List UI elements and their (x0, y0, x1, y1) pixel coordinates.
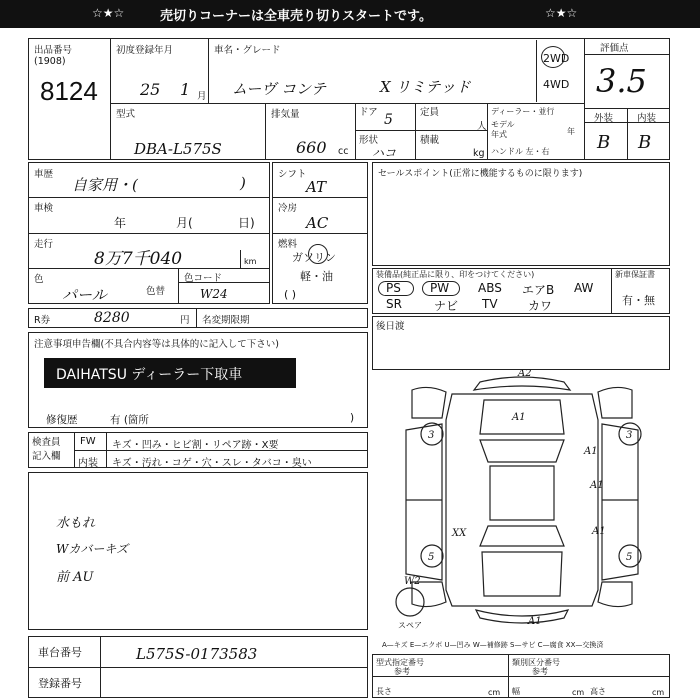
shape-value: ハコ (372, 146, 397, 160)
footer-height-unit: cm (652, 688, 665, 697)
inspector-label: 検査員 記入欄 (32, 437, 61, 462)
registration-year: 25 (140, 80, 161, 99)
later-delivery-block (372, 316, 670, 370)
footer-length: 長さ (376, 687, 392, 696)
mark-3: 3 (428, 430, 435, 441)
notes-label: 注意事項申告欄(不具合内容等は具体的に記入して下さい) (34, 339, 279, 350)
notes-banner-text: DAIHATSU ディーラー下取車 (56, 367, 243, 383)
rating-int-label: 内装 (637, 113, 657, 124)
recycle-block (28, 308, 368, 328)
displacement-value: 660 (296, 138, 327, 157)
fuel-label: 燃料 (278, 239, 298, 250)
spare-label: スペア (398, 621, 422, 630)
diagram-rear-hatch (482, 552, 562, 596)
model-year-label: モデル 年式 (491, 120, 515, 139)
repair-close: ) (350, 412, 355, 424)
drive-circle (541, 46, 565, 68)
color-change-label: 色替 (146, 286, 166, 297)
color-label: 色 (34, 274, 44, 285)
mark-11: W2 (404, 576, 421, 587)
footer-label2: 類別区分番号 (512, 658, 560, 667)
notes-banner (44, 358, 296, 388)
rating-label: 評価点 (600, 43, 629, 54)
capacity-unit: 人 (477, 121, 487, 132)
repair-label: 修復歴 (46, 414, 78, 426)
model-label: 車名・グレード (214, 45, 281, 56)
diagram-rear-window (480, 526, 564, 546)
footer-width: 幅 (512, 687, 520, 696)
history-label: 車歴 (34, 169, 54, 180)
load-label: 積載 (420, 135, 440, 146)
capacity-label: 定員 (420, 107, 440, 118)
handle-label: ハンドル 左・右 (491, 147, 550, 156)
recycle-label: R券 (34, 315, 51, 326)
handnote-1: 水もれ (56, 516, 96, 531)
later-delivery-label: 後日渡 (376, 321, 405, 332)
registration-label: 初度登録年月 (116, 45, 174, 56)
inspection-year: 年 (114, 216, 127, 230)
mileage-value: 8万7千040 (94, 249, 183, 269)
mark-4: 3 (626, 430, 633, 441)
displacement-unit: cc (338, 146, 349, 157)
banner-text: 売切りコーナーは全車売り切りスタートです。 (160, 9, 432, 24)
rating-ext: B (597, 132, 611, 153)
banner-stars-right: ☆★☆ (545, 6, 578, 20)
drive-2wd: 2WD (543, 52, 570, 65)
mark-8: A1 (592, 526, 606, 537)
rating-ext-label: 外装 (594, 113, 614, 124)
rating-score: 3.5 (596, 62, 647, 100)
banner-stars-left: ☆★☆ (92, 6, 125, 20)
inspection-month: 月( (176, 216, 193, 230)
footer-ref1: 参考 (394, 667, 410, 676)
diagram-windshield (480, 440, 564, 462)
ac-value: AC (306, 214, 329, 232)
load-unit: kg (473, 148, 485, 159)
damage-legend: A—キズ E—エクボ U—凹み W—補修跡 S—サビ C—腐食 XX—交換済 (382, 641, 604, 649)
footer-width-unit: cm (572, 688, 585, 697)
inspection-label: 車検 (34, 203, 54, 214)
color-code-value: W24 (200, 287, 228, 301)
inspection-day: 日) (238, 216, 255, 230)
inspector-fw-label: FW (80, 436, 96, 447)
mileage-unit: km (244, 257, 257, 266)
doors-value: 5 (384, 112, 393, 128)
chassis-value: L575S-0173583 (136, 645, 258, 663)
mark-2: A1 (512, 412, 526, 423)
dealer-label: ディーラー・並行 (491, 107, 555, 116)
model-name: ムーヴ コンテ (232, 80, 327, 98)
equipment-sr: SR (386, 297, 402, 311)
top-info-block (28, 38, 670, 160)
diagram-right-side (602, 424, 638, 580)
equipment-tv: TV (482, 297, 498, 311)
mileage-label: 走行 (34, 239, 54, 250)
diagram-rear-bumper (476, 610, 568, 623)
drive-4wd: 4WD (543, 78, 570, 91)
rating-int: B (638, 132, 652, 153)
inspector-int-label: 内装 (78, 458, 98, 469)
mark-7: XX (452, 528, 467, 539)
inspector-fw-items: キズ・凹み・ヒビ割・リペア跡・X要 (112, 440, 279, 451)
equipment-pw: PW (430, 281, 450, 295)
type-code-label: 型式 (116, 109, 136, 120)
equipment-abs: ABS (478, 281, 502, 295)
diagram-left-side (406, 424, 442, 580)
color-value: パール (62, 286, 107, 304)
shift-label: シフト (278, 169, 307, 180)
sales-point-label: セールスポイント(正常に機能するものに限ります) (378, 169, 583, 179)
mark-12: A1 (528, 616, 542, 627)
equipment-navi: ナビ (434, 299, 459, 313)
repair-value: 有 (箇所 (110, 414, 149, 426)
equipment-grid (376, 280, 608, 312)
spare-tire-circle (396, 588, 424, 616)
shape-label: 形状 (359, 135, 379, 146)
recycle-label2: 名変期限期 (202, 315, 250, 326)
car-damage-diagram (372, 370, 670, 632)
type-code-value: DBA-L575S (134, 140, 222, 158)
equipment-label: 装備品(純正品に限り、印をつけてください) (376, 270, 535, 279)
handnote-2: Wカバーキズ (56, 542, 129, 556)
footer-ref2: 参考 (532, 667, 548, 676)
mark-10: 5 (626, 552, 633, 563)
fuel-gas: ガソリン (292, 251, 336, 264)
diagram-body-outline (446, 394, 598, 606)
recycle-unit: 円 (180, 315, 190, 326)
warranty-value: 有・無 (622, 294, 655, 307)
handnote-3: 前 AU (56, 570, 94, 585)
fuel-diesel: 軽・油 (300, 270, 333, 283)
registration-month-unit: 月 (197, 91, 207, 102)
footer-height: 高さ (590, 687, 606, 696)
top-banner (0, 0, 700, 28)
mark-6: A1 (590, 480, 604, 491)
diagram-roof (490, 466, 554, 520)
lot-number: 8124 (40, 76, 98, 106)
color-code-label: 色コード (184, 273, 223, 284)
doors-label: ドア (359, 107, 378, 118)
fuel-paren: ( ) (284, 288, 297, 301)
equipment-aw: AW (574, 281, 594, 295)
equipment-ps: PS (386, 281, 401, 295)
model-grade: X リミテッド (380, 78, 471, 96)
fuel-gas-circle (308, 244, 328, 264)
regno-label: 登録番号 (38, 677, 82, 690)
footer-length-unit: cm (488, 688, 501, 697)
mark-1: A2 (518, 370, 532, 379)
shift-value: AT (306, 178, 327, 196)
model-year-unit: 年 (567, 127, 575, 136)
lot-label: 出品番号 (34, 45, 73, 56)
equipment-leather: カワ (528, 299, 553, 313)
equipment-airbag: エアB (522, 283, 555, 297)
ac-label: 冷房 (278, 203, 298, 214)
footer-label1: 型式指定番号 (376, 658, 424, 667)
registration-month: 1 (180, 80, 191, 99)
displacement-label: 排気量 (271, 109, 300, 120)
mark-5: A1 (584, 446, 598, 457)
history-close: ) (240, 174, 246, 192)
warranty-label: 新車保証書 (615, 270, 655, 279)
inspector-int-items: キズ・汚れ・コゲ・穴・スレ・タバコ・臭い (112, 458, 312, 469)
history-value: 自家用・( (72, 176, 138, 194)
mark-9: 5 (428, 552, 435, 563)
chassis-label: 車台番号 (38, 646, 82, 659)
lot-sub: (1908) (34, 56, 66, 67)
recycle-value: 8280 (94, 310, 130, 326)
